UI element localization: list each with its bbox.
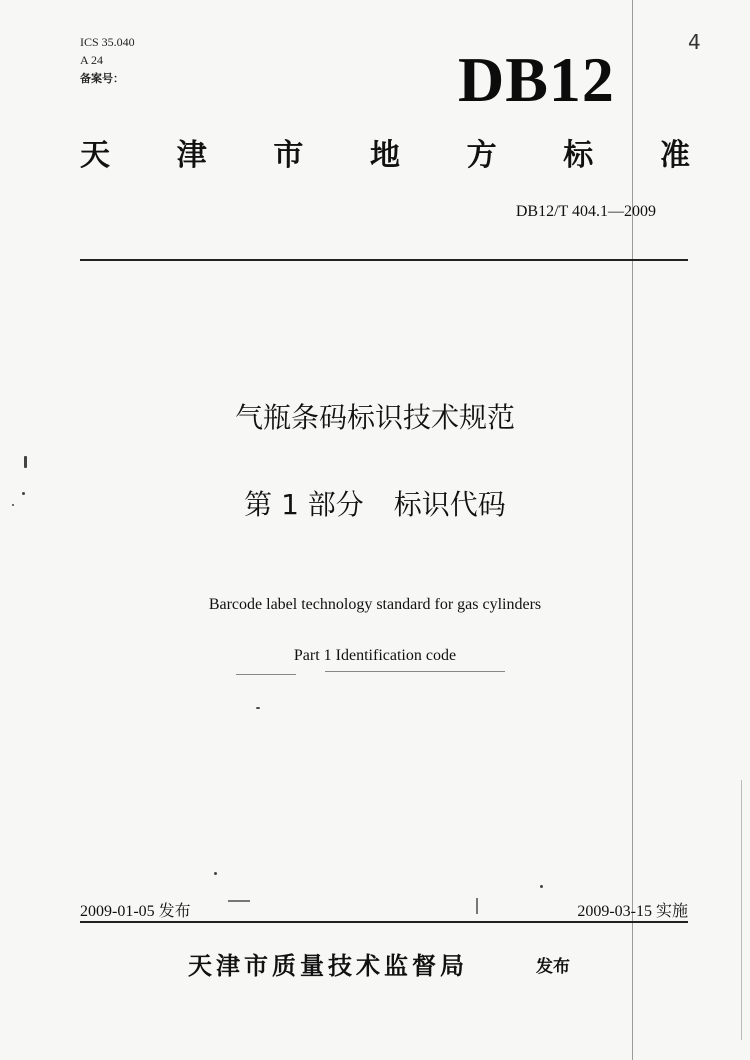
top-divider [80, 259, 688, 261]
scan-speck [540, 885, 543, 888]
record-number-label: 备案号： [80, 72, 124, 85]
english-title: Barcode label technology standard for gas cylinders [208, 596, 542, 613]
scan-speck [256, 707, 260, 709]
part-name: 标识代码 [393, 488, 506, 521]
bottom-divider [80, 921, 688, 923]
standard-type-char: 方 [466, 138, 497, 173]
issuing-authority: 天津市质量技术监督局 [188, 952, 468, 980]
ics-code: ICS 35.040 [80, 35, 135, 49]
standard-type-char: 地 [369, 138, 400, 173]
part-number: 第 1 部分 [244, 488, 364, 521]
chinese-title: 气瓶条码标识技术规范 [234, 401, 515, 434]
scan-speck [214, 872, 217, 875]
standard-type-char: 津 [176, 138, 207, 173]
english-part-title: Part 1 Identification code [293, 647, 457, 664]
standard-type-char: 天 [80, 138, 110, 173]
standard-type-char: 标 [563, 138, 594, 173]
standard-type-char: 准 [659, 138, 690, 173]
handwritten-page-mark: 4 [688, 30, 701, 54]
chinese-part-title [0, 485, 750, 525]
classification-code: A 24 [80, 53, 104, 67]
issuing-label: 发布 [536, 957, 570, 977]
scan-line [741, 780, 742, 1040]
publish-date: 2009-01-05 发布 [80, 903, 191, 920]
standard-type-char: 市 [273, 138, 304, 173]
scan-speck [228, 900, 250, 902]
standard-code: DB12/T 404.1—2009 [515, 203, 656, 220]
scan-speck [236, 674, 296, 675]
db12-logo: DB12 [458, 44, 615, 115]
effective-date: 2009-03-15 实施 [577, 903, 688, 920]
scan-speck [325, 671, 505, 672]
scan-speck [476, 898, 478, 914]
standard-type-title [80, 136, 690, 176]
scan-speck [24, 456, 27, 468]
